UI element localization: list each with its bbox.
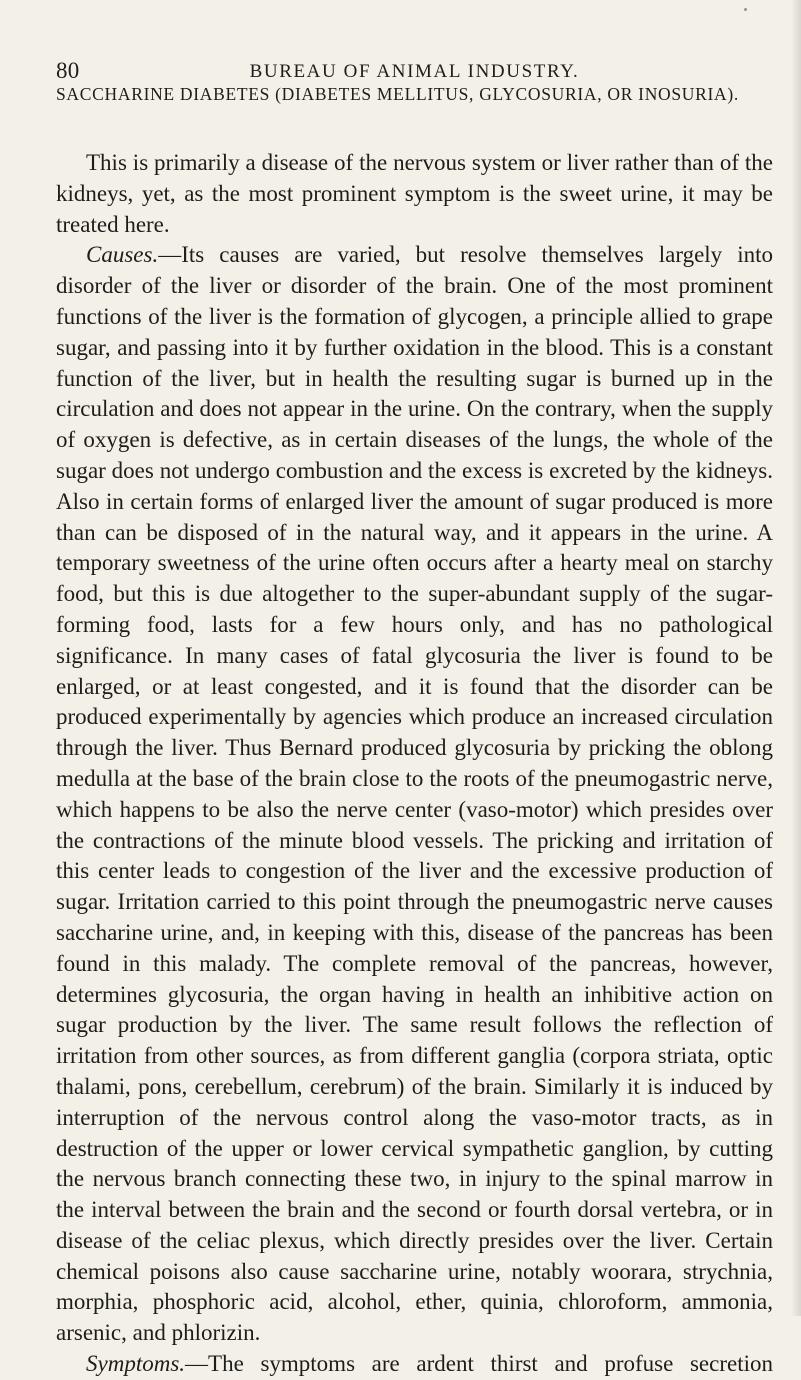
symptoms-run-in-heading: Symptoms. xyxy=(86,1351,186,1377)
paragraph-intro-text: This is primarily a disease of the nervous system or liver rather than of the kidneys, yet, as the most prominent symptom is the sweet urine, it may be treated here. xyxy=(56,150,773,237)
scan-edge-shadow xyxy=(791,0,801,1316)
body-text xyxy=(56,148,773,1380)
paragraph-symptoms-text: —The symptoms are ardent thirst and profuse secretion xyxy=(185,1351,773,1377)
paragraph-symptoms xyxy=(56,1349,773,1380)
paragraph-intro xyxy=(56,148,773,240)
page-number: 80 xyxy=(56,58,80,83)
paragraph-causes-text: —Its causes are varied, but resolve themselves largely into disorder of the liver or disorder of the brain. One of the most prominent functions of the liver is the formation of glycogen, a principle allied to grape sugar, and passing into it by further oxidation in the blood. This is a constant function of the liver, but in health the resulting sugar is burned up in the circulation and does not appear in the urine. On the contrary, when the supply of oxygen is defective, as in certain diseases of the lungs, the whole of the sugar does not undergo combustion and the excess is excreted by the kidneys. Also in certain forms of enlarged liver the amount of sugar produced is more than can be disposed of in the natural way, and it appears in the urine. A temporary sweetness of the urine often occurs after a hearty meal on starchy food, but this is due altogether to the super-abundant supply of the sugar-forming food, lasts for a few hours only, and has no pathological significance. In many cases of fatal glycosuria the liver is found to be enlarged, or at least congested, and it is found that the disorder can be produced experimentally by agencies which produce an increased circulation through the liver. Thus Bernard produced glycosuria by pricking the oblong medulla at the base of the brain close to the roots of the pneumogastric nerve, which happens to be also the nerve center (vaso-motor) which presides over the contractions of the minute blood vessels. The pricking and irritation of this center leads to congestion of the liver and the excessive production of sugar. Irritation carried to this point through the pneumogastric nerve causes saccharine urine, and, in keeping with this, disease of the pancreas has been found in this malady. The complete removal of the pancreas, however, determines glycosuria, the organ having in health an inhibitive action on sugar production by the liver. The same result follows the reflection of irritation from other sources, as from different ganglia (corpora striata, optic thalami, pons, cerebellum, cerebrum) of the brain. Similarly it is induced by interruption of the nervous control along the vaso-motor tracts, as in destruction of the upper or lower cervical sympathetic ganglion, by cutting the nervous branch connecting these two, in injury to the spinal marrow in the interval between the brain and the second or fourth dorsal vertebra, or in disease of the celiac plexus, which directly presides over the liver. Certain chemical poisons also cause saccharine urine, notably woorara, strychnia, morphia, phosphoric acid, alcohol, ether, quinia, chloroform, ammonia, arsenic, and phlorizin. xyxy=(56,242,773,1346)
causes-run-in-heading: Causes. xyxy=(86,242,159,268)
section-heading: SACCHARINE DIABETES (DIABETES MELLITUS, GLYCOSURIA, OR INOSURIA). xyxy=(56,84,739,104)
running-title: BUREAU OF ANIMAL INDUSTRY. xyxy=(249,61,580,82)
scan-speck xyxy=(744,8,747,11)
paragraph-causes xyxy=(56,240,773,1349)
